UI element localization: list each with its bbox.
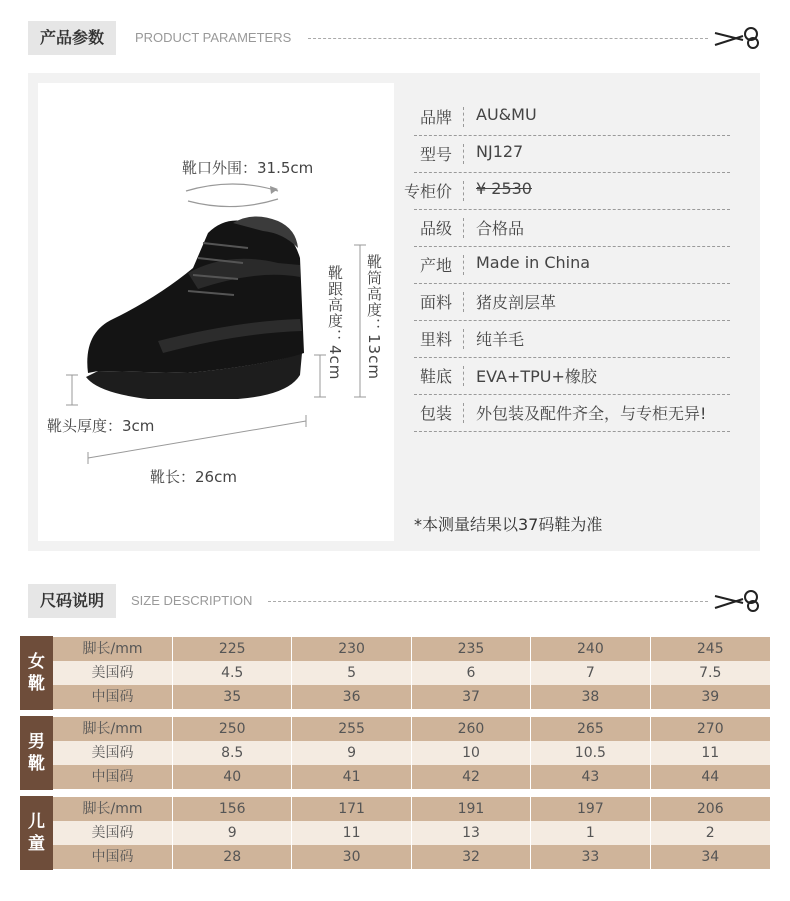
spec-separator [463,181,464,201]
table-cell: 225 [173,637,292,661]
table-row [53,717,770,741]
spec-value: Made in China [476,253,591,272]
table-cell: 44 [701,769,720,785]
spec-value: 猪皮剖层革 [476,293,557,312]
table-cell: 10.5 [531,741,650,765]
group-label-char: 靴 [28,674,45,694]
table-cell: 43 [531,765,650,789]
size-group-women [20,636,770,710]
row-header: 美国码 [53,821,173,845]
heel-height-measure: 靴跟高度：4cm [326,265,344,381]
section-divider [268,601,708,602]
table-cell: 255 [292,717,411,741]
spec-label: 型号 [419,145,452,164]
row-header: 脚长/mm [53,717,173,741]
table-cell: 33 [531,845,650,869]
row-header: 中国码 [53,765,173,789]
row-header: 美国码 [53,741,173,765]
table-cell: 265 [531,717,650,741]
table-cell: 39 [701,689,720,705]
group-label [20,796,53,870]
spec-value: 纯羊毛 [476,330,525,349]
spec-value: 外包装及配件齐全，与专柜无异! [476,404,707,423]
spec-label: 鞋底 [419,367,452,386]
table-cell: 10 [412,741,531,765]
table-cell: 171 [292,797,411,821]
spec-value: ¥ 2530 [476,179,532,198]
table-row [53,661,770,685]
table-row [53,741,770,765]
table-cell: 5 [292,661,411,685]
table-cell: 7.5 [699,665,722,681]
section-divider [308,38,708,39]
row-header: 脚长/mm [53,637,173,661]
table-cell: 197 [531,797,650,821]
table-cell: 191 [412,797,531,821]
table-cell: 9 [173,821,292,845]
table-cell: 37 [412,685,531,709]
spec-label: 包装 [419,404,452,423]
row-header: 美国码 [53,661,173,685]
spec-label: 产地 [419,256,452,275]
spec-value: EVA+TPU+橡胶 [476,367,597,386]
group-label [20,636,53,710]
spec-separator [463,292,464,312]
spec-label: 里料 [419,330,452,349]
table-cell: 38 [531,685,650,709]
spec-separator [463,218,464,238]
spec-row-origin [414,247,730,284]
spec-separator [463,107,464,127]
spec-label: 品级 [419,219,452,238]
spec-separator [463,255,464,275]
table-cell: 40 [173,765,292,789]
spec-label: 品牌 [419,108,452,127]
group-label-char: 男 [28,732,45,752]
table-cell: 28 [173,845,292,869]
table-cell: 42 [412,765,531,789]
table-cell: 7 [531,661,650,685]
spec-row-brand [414,99,730,136]
spec-row-material [414,284,730,321]
table-cell: 6 [412,661,531,685]
size-group-kids [20,796,770,870]
group-label-char: 儿 [28,812,45,832]
spec-separator [463,144,464,164]
table-cell: 270 [696,721,724,737]
table-cell: 36 [292,685,411,709]
spec-row-grade [414,210,730,247]
scissors-icon [713,26,763,50]
spec-row-lining [414,321,730,358]
table-row [53,685,770,709]
table-row [53,637,770,661]
spec-separator [463,403,464,423]
spec-label: 面料 [419,293,452,312]
row-header: 中国码 [53,845,173,869]
table-cell: 260 [412,717,531,741]
table-cell: 30 [292,845,411,869]
spec-value: NJ127 [476,142,524,161]
row-header: 脚长/mm [53,797,173,821]
spec-row-sole [414,358,730,395]
size-title-en: SIZE DESCRIPTION [131,593,253,608]
size-section-header [28,584,763,618]
params-title-en: PRODUCT PARAMETERS [135,30,292,45]
table-cell: 2 [705,825,715,841]
table-cell: 9 [292,741,411,765]
opening-measure: 靴口外围：31.5cm [182,159,314,177]
table-cell: 240 [531,637,650,661]
table-cell: 250 [173,717,292,741]
table-row [53,765,770,789]
row-header: 中国码 [53,685,173,709]
size-title: 尺码说明 [28,584,116,618]
table-cell: 35 [173,685,292,709]
spec-row-price [403,173,730,210]
table-row [53,797,770,821]
table-cell: 245 [696,641,724,657]
table-cell: 13 [412,821,531,845]
table-cell: 41 [292,765,411,789]
toe-thickness-measure: 靴头厚度：3cm [47,417,155,435]
spec-row-model [414,136,730,173]
scissors-icon [713,589,763,613]
table-cell: 8.5 [173,741,292,765]
table-cell: 206 [696,801,724,817]
group-label-char: 童 [28,834,45,854]
group-label-char: 女 [28,652,45,672]
table-row [53,845,770,869]
table-cell: 34 [701,849,720,865]
length-measure: 靴长：26cm [150,468,237,486]
group-label-char: 靴 [28,754,45,774]
table-cell: 11 [701,745,720,761]
spec-label: 专柜价 [403,182,452,201]
table-cell: 4.5 [173,661,292,685]
spec-row-packaging [414,395,730,432]
table-cell: 1 [531,821,650,845]
size-group-men [20,716,770,790]
table-row [53,821,770,845]
measurement-footnote: *本测量结果以37码鞋为准 [414,515,603,534]
spec-value: 合格品 [476,219,525,238]
params-section-header [28,21,763,55]
group-label [20,716,53,790]
spec-separator [463,329,464,349]
shaft-height-measure: 靴筒高度：13cm [365,254,383,380]
table-cell: 156 [173,797,292,821]
spec-separator [463,366,464,386]
table-cell: 11 [292,821,411,845]
table-cell: 230 [292,637,411,661]
spec-value: AU&MU [476,105,537,124]
params-title: 产品参数 [28,21,116,55]
table-cell: 235 [412,637,531,661]
table-cell: 32 [412,845,531,869]
spec-table [403,99,730,432]
